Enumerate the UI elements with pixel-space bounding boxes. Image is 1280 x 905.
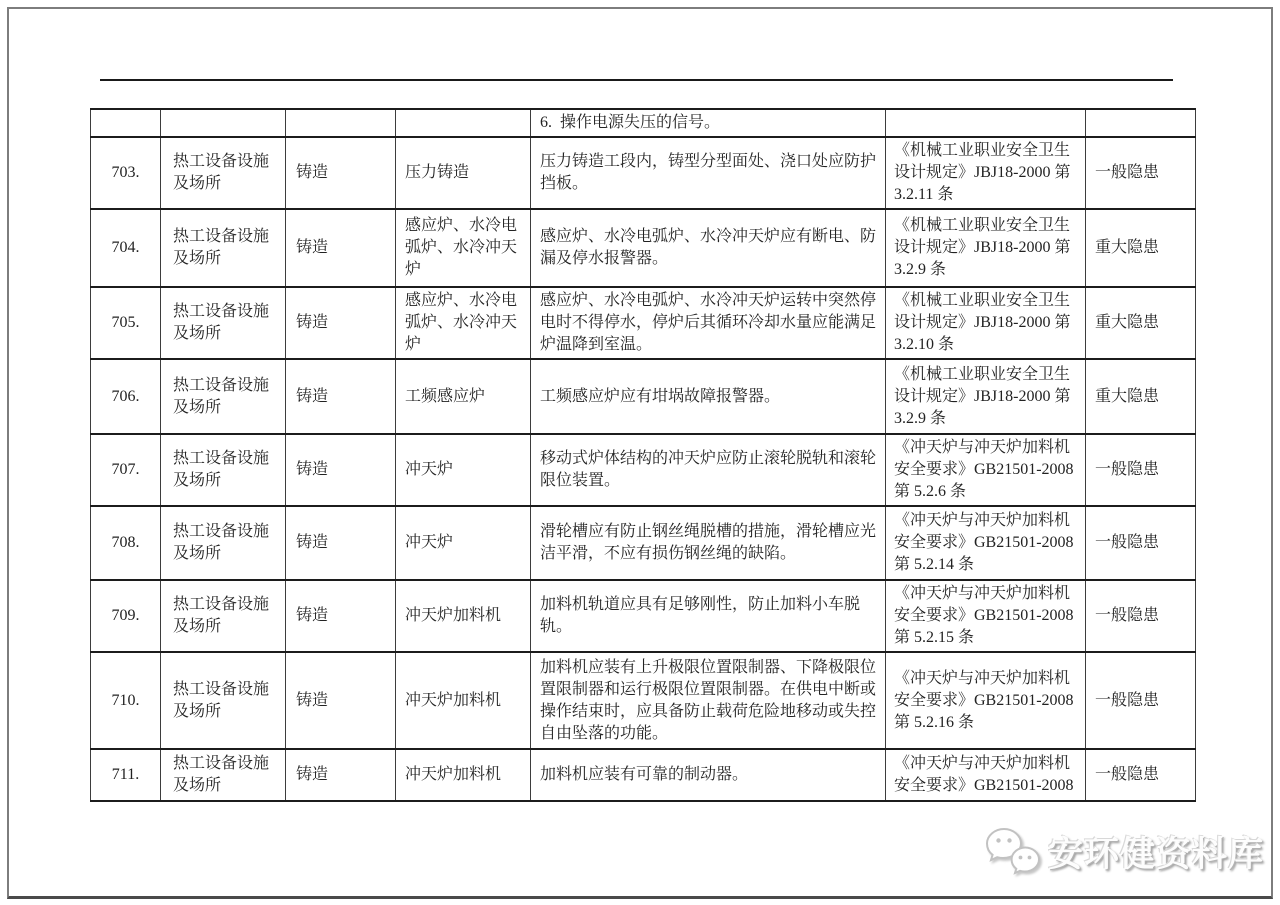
standard-cell: 《冲天炉与冲天炉加料机安全要求》GB21501-2008 第 5.2.6 条 bbox=[886, 434, 1086, 506]
watermark-text: 安环健资料库 bbox=[1048, 835, 1265, 874]
category-cell: 热工设备设施及场所 bbox=[161, 749, 286, 801]
description-cell: 工频感应炉应有坩埚故障报警器。 bbox=[531, 359, 886, 434]
table-row bbox=[91, 287, 1196, 359]
wechat-bubbles-icon bbox=[984, 826, 1042, 878]
equipment-cell bbox=[396, 109, 531, 137]
standard-cell: 《冲天炉与冲天炉加料机安全要求》GB21501-2008 第 5.2.16 条 bbox=[886, 652, 1086, 749]
level-cell: 重大隐患 bbox=[1086, 359, 1196, 434]
description-cell: 压力铸造工段内，铸型分型面处、浇口处应防护挡板。 bbox=[531, 137, 886, 209]
process-cell: 铸造 bbox=[286, 749, 396, 801]
standard-cell: 《冲天炉与冲天炉加料机安全要求》GB21501-2008 bbox=[886, 749, 1086, 801]
row-number-cell: 710. bbox=[91, 652, 161, 749]
category-cell: 热工设备设施及场所 bbox=[161, 434, 286, 506]
category-cell: 热工设备设施及场所 bbox=[161, 359, 286, 434]
category-cell: 热工设备设施及场所 bbox=[161, 580, 286, 652]
level-cell: 一般隐患 bbox=[1086, 506, 1196, 580]
process-cell: 铸造 bbox=[286, 287, 396, 359]
process-cell: 铸造 bbox=[286, 209, 396, 287]
row-number-cell: 704. bbox=[91, 209, 161, 287]
equipment-cell: 冲天炉 bbox=[396, 506, 531, 580]
equipment-cell: 冲天炉 bbox=[396, 434, 531, 506]
description-cell: 加料机轨道应具有足够刚性，防止加料小车脱轨。 bbox=[531, 580, 886, 652]
description-cell: 感应炉、水冷电弧炉、水冷冲天炉应有断电、防漏及停水报警器。 bbox=[531, 209, 886, 287]
level-cell: 一般隐患 bbox=[1086, 434, 1196, 506]
description-cell: 6. 操作电源失压的信号。 bbox=[531, 109, 886, 137]
equipment-cell: 冲天炉加料机 bbox=[396, 652, 531, 749]
table-row bbox=[91, 359, 1196, 434]
row-number-cell: 703. bbox=[91, 137, 161, 209]
level-cell: 一般隐患 bbox=[1086, 652, 1196, 749]
equipment-cell: 工频感应炉 bbox=[396, 359, 531, 434]
category-cell: 热工设备设施及场所 bbox=[161, 506, 286, 580]
row-number-cell: 711. bbox=[91, 749, 161, 801]
table-row bbox=[91, 434, 1196, 506]
row-number-cell: 709. bbox=[91, 580, 161, 652]
description-cell: 滑轮槽应有防止钢丝绳脱槽的措施，滑轮槽应光洁平滑，不应有损伤钢丝绳的缺陷。 bbox=[531, 506, 886, 580]
equipment-cell: 冲天炉加料机 bbox=[396, 749, 531, 801]
level-cell: 一般隐患 bbox=[1086, 580, 1196, 652]
standard-cell: 《机械工业职业安全卫生设计规定》JBJ18-2000 第 3.2.10 条 bbox=[886, 287, 1086, 359]
level-cell: 一般隐患 bbox=[1086, 749, 1196, 801]
standard-cell: 《机械工业职业安全卫生设计规定》JBJ18-2000 第 3.2.11 条 bbox=[886, 137, 1086, 209]
category-cell: 热工设备设施及场所 bbox=[161, 209, 286, 287]
process-cell: 铸造 bbox=[286, 359, 396, 434]
description-cell: 加料机应装有可靠的制动器。 bbox=[531, 749, 886, 801]
process-cell bbox=[286, 109, 396, 137]
watermark bbox=[984, 820, 1265, 884]
row-number-cell: 705. bbox=[91, 287, 161, 359]
standard-cell: 《机械工业职业安全卫生设计规定》JBJ18-2000 第 3.2.9 条 bbox=[886, 359, 1086, 434]
standard-cell: 《冲天炉与冲天炉加料机安全要求》GB21501-2008 第 5.2.14 条 bbox=[886, 506, 1086, 580]
process-cell: 铸造 bbox=[286, 137, 396, 209]
level-cell: 一般隐患 bbox=[1086, 137, 1196, 209]
process-cell: 铸造 bbox=[286, 506, 396, 580]
category-cell: 热工设备设施及场所 bbox=[161, 137, 286, 209]
process-cell: 铸造 bbox=[286, 580, 396, 652]
standard-cell bbox=[886, 109, 1086, 137]
standard-cell: 《机械工业职业安全卫生设计规定》JBJ18-2000 第 3.2.9 条 bbox=[886, 209, 1086, 287]
description-cell: 感应炉、水冷电弧炉、水冷冲天炉运转中突然停电时不得停水，停炉后其循环冷却水量应能满足炉温降到室温。 bbox=[531, 287, 886, 359]
description-cell: 移动式炉体结构的冲天炉应防止滚轮脱轨和滚轮限位装置。 bbox=[531, 434, 886, 506]
level-cell bbox=[1086, 109, 1196, 137]
level-cell: 重大隐患 bbox=[1086, 209, 1196, 287]
table-row bbox=[91, 580, 1196, 652]
equipment-cell: 冲天炉加料机 bbox=[396, 580, 531, 652]
description-cell: 加料机应装有上升极限位置限制器、下降极限位置限制器和运行极限位置限制器。在供电中断或操作结束时，应具备防止载荷危险地移动或失控自由坠落的功能。 bbox=[531, 652, 886, 749]
table-row bbox=[91, 137, 1196, 209]
table-row bbox=[91, 652, 1196, 749]
category-cell bbox=[161, 109, 286, 137]
table-row bbox=[91, 209, 1196, 287]
hazard-checklist-table bbox=[90, 108, 1196, 802]
equipment-cell: 感应炉、水冷电弧炉、水冷冲天炉 bbox=[396, 209, 531, 287]
header-rule bbox=[100, 79, 1173, 81]
table-row-continuation bbox=[91, 109, 1196, 137]
category-cell: 热工设备设施及场所 bbox=[161, 652, 286, 749]
equipment-cell: 压力铸造 bbox=[396, 137, 531, 209]
process-cell: 铸造 bbox=[286, 652, 396, 749]
equipment-cell: 感应炉、水冷电弧炉、水冷冲天炉 bbox=[396, 287, 531, 359]
row-number-cell: 708. bbox=[91, 506, 161, 580]
level-cell: 重大隐患 bbox=[1086, 287, 1196, 359]
category-cell: 热工设备设施及场所 bbox=[161, 287, 286, 359]
table-row bbox=[91, 506, 1196, 580]
standard-cell: 《冲天炉与冲天炉加料机安全要求》GB21501-2008 第 5.2.15 条 bbox=[886, 580, 1086, 652]
row-number-cell: 707. bbox=[91, 434, 161, 506]
process-cell: 铸造 bbox=[286, 434, 396, 506]
row-number-cell: 706. bbox=[91, 359, 161, 434]
row-number-cell bbox=[91, 109, 161, 137]
table-row bbox=[91, 749, 1196, 801]
